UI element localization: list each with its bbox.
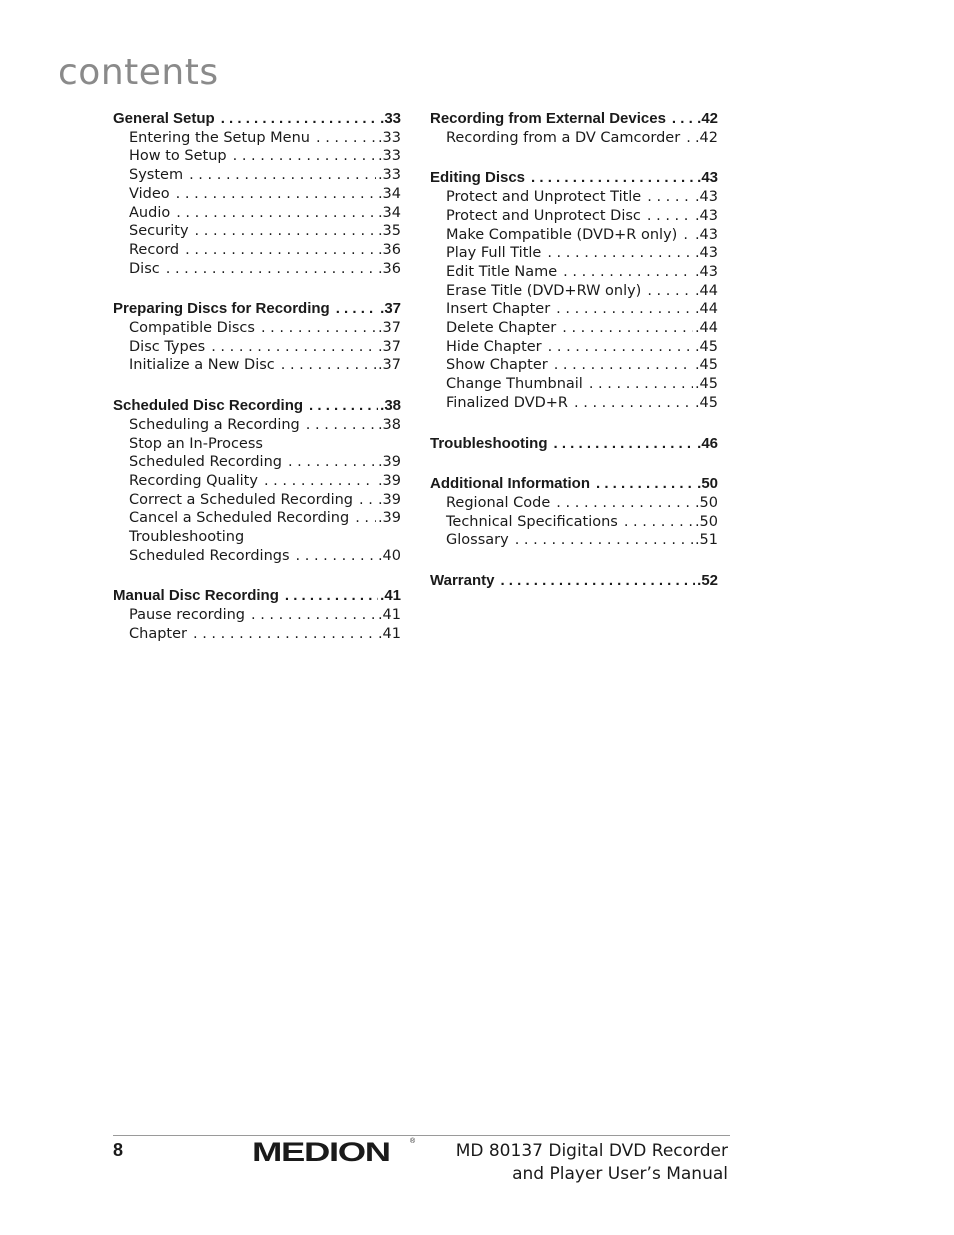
toc-page-number: . 39 — [378, 453, 401, 472]
toc-entry[interactable] — [430, 129, 718, 148]
manual-title — [456, 1140, 728, 1186]
toc-section — [430, 169, 718, 412]
dot-leader — [195, 222, 376, 241]
dot-leader — [316, 129, 376, 148]
toc-page-number: . 44 — [695, 282, 718, 301]
toc-page-number: . 43 — [695, 207, 718, 226]
toc-entry-text: How to Setup — [129, 148, 227, 165]
dot-leader — [554, 356, 693, 375]
toc-page-number: . 43 — [695, 244, 718, 263]
toc-page-number: . 43 — [695, 226, 718, 245]
toc-section — [430, 435, 718, 454]
toc-page-number: . 33 — [378, 166, 401, 185]
toc-entry-text: Regional Code — [446, 494, 551, 511]
toc-entry-text: Insert Chapter — [446, 301, 551, 318]
toc-page-number: . 46 — [697, 435, 718, 454]
toc-page-number: . 44 — [695, 300, 718, 319]
toc-entry[interactable] — [430, 394, 718, 413]
toc-page-number: . 42 — [697, 110, 718, 129]
toc-entry[interactable] — [113, 606, 401, 625]
toc-page-number: . 45 — [695, 375, 718, 394]
dot-leader — [686, 129, 693, 148]
toc-entry[interactable] — [430, 531, 718, 550]
dot-leader — [176, 185, 376, 204]
toc-entry[interactable] — [430, 188, 718, 207]
toc-entry[interactable] — [113, 509, 401, 528]
toc-entry-text: Show Chapter — [446, 357, 548, 374]
toc-entry[interactable] — [430, 319, 718, 338]
toc-entry[interactable] — [430, 263, 718, 282]
toc-page-number: . 37 — [378, 356, 401, 375]
manual-title-line-2: and Player User’s Manual — [512, 1164, 728, 1184]
toc-heading-text: General Setup — [113, 110, 215, 127]
toc-entry[interactable] — [430, 282, 718, 301]
toc-page-number: . 51 — [695, 531, 718, 550]
dot-leader — [288, 453, 376, 472]
toc-heading[interactable] — [113, 300, 401, 319]
dot-leader — [683, 226, 693, 245]
dot-leader — [562, 319, 693, 338]
toc-entry-text: Change Thumbnail — [446, 376, 583, 393]
toc-page-number: . 41 — [378, 606, 401, 625]
toc-heading[interactable] — [430, 572, 718, 591]
toc-entry-text: Security — [129, 223, 189, 240]
dot-leader — [189, 166, 376, 185]
toc-entry[interactable] — [113, 204, 401, 223]
toc-entry-text: Recording Quality — [129, 472, 258, 489]
dot-leader — [672, 110, 695, 129]
dot-leader — [176, 204, 376, 223]
toc-entry-text: Audio — [129, 204, 171, 221]
toc-entry-text: Play Full Title — [446, 245, 542, 262]
toc-entry-text: Edit Title Name — [446, 263, 558, 280]
toc-entry-text: Delete Chapter — [446, 320, 557, 337]
toc-entry[interactable] — [430, 244, 718, 263]
toc-page-number: . 34 — [378, 204, 401, 223]
toc-page-number: . 38 — [380, 397, 401, 416]
toc-entry[interactable] — [113, 147, 401, 166]
dot-leader — [264, 472, 376, 491]
dot-leader — [548, 338, 693, 357]
toc-page-number: . 50 — [695, 513, 718, 532]
toc-entry-text: Entering the Setup Menu — [129, 129, 310, 146]
toc-heading[interactable] — [113, 110, 401, 129]
toc-page-number: . 37 — [380, 300, 401, 319]
toc-heading-text: Preparing Discs for Recording — [113, 300, 330, 318]
toc-entry-text: Disc Types — [129, 338, 206, 355]
dot-leader — [359, 491, 376, 510]
toc-heading[interactable] — [113, 397, 401, 416]
footer-divider — [113, 1135, 730, 1136]
toc-section — [430, 572, 718, 591]
toc-page-number: . 38 — [378, 416, 401, 435]
dot-leader — [596, 475, 695, 494]
toc-right-column — [430, 110, 718, 613]
dot-leader — [589, 375, 693, 394]
toc-entry[interactable] — [113, 356, 401, 375]
toc-page-number: . 35 — [378, 222, 401, 241]
dot-leader — [166, 260, 376, 279]
toc-entry[interactable] — [113, 435, 401, 454]
toc-entry[interactable] — [113, 166, 401, 185]
registered-mark: ® — [410, 1138, 416, 1145]
toc-entry-text: Scheduled Recordings — [129, 547, 290, 564]
toc-entry-text: Recording from a DV Camcorder — [446, 129, 681, 146]
toc-page-number: . 41 — [380, 587, 401, 606]
toc-entry-text: Glossary — [446, 532, 509, 549]
dot-leader — [285, 587, 378, 606]
toc-entry-text: Hide Chapter — [446, 338, 542, 355]
toc-heading[interactable] — [430, 169, 718, 188]
toc-heading-text: Recording from External Devices — [430, 110, 666, 127]
dot-leader — [306, 416, 376, 435]
toc-page-number: . 39 — [378, 491, 401, 510]
toc-entry[interactable] — [430, 375, 718, 394]
toc-entry[interactable] — [430, 338, 718, 357]
toc-page-number: . 34 — [378, 185, 401, 204]
toc-entry-text: Protect and Unprotect Disc — [446, 207, 641, 224]
dot-leader — [211, 338, 376, 357]
toc-entry[interactable] — [113, 338, 401, 357]
toc-heading[interactable] — [430, 435, 718, 454]
dot-leader — [515, 531, 693, 550]
toc-entry-text: Chapter — [129, 625, 187, 642]
dot-leader — [624, 513, 693, 532]
toc-heading-text: Scheduled Disc Recording — [113, 397, 304, 415]
dot-leader — [500, 572, 695, 591]
dot-leader — [556, 300, 693, 319]
toc-entry-text: Erase Title (DVD+RW only) — [446, 282, 642, 299]
toc-section — [113, 397, 401, 565]
dot-leader — [185, 241, 376, 260]
toc-entry[interactable] — [430, 300, 718, 319]
toc-entry[interactable] — [430, 226, 718, 245]
toc-section — [430, 475, 718, 550]
toc-entry-text: Finalized DVD+R — [446, 394, 569, 411]
toc-page-number: . 33 — [378, 129, 401, 148]
toc-left-column — [113, 110, 401, 666]
dot-leader — [193, 625, 376, 644]
toc-heading-text: Warranty — [430, 572, 495, 590]
toc-entry[interactable] — [113, 416, 401, 435]
toc-page-number: . 44 — [695, 319, 718, 338]
toc-entry[interactable] — [113, 185, 401, 204]
toc-entry[interactable] — [430, 207, 718, 226]
toc-entry[interactable] — [113, 625, 401, 644]
toc-entry-text: Troubleshooting — [129, 529, 245, 546]
dot-leader — [233, 147, 376, 166]
toc-page-number: . 43 — [697, 169, 718, 188]
toc-entry[interactable] — [113, 491, 401, 510]
toc-page-number: . 33 — [380, 110, 401, 129]
toc-section — [430, 110, 718, 147]
toc-entry[interactable] — [113, 453, 401, 472]
dot-leader — [261, 319, 376, 338]
page-title: contents — [58, 52, 219, 93]
toc-entry-text: Make Compatible (DVD+R only) — [446, 226, 678, 243]
toc-entry-text: Technical Specifications — [446, 513, 618, 530]
dot-leader — [574, 394, 693, 413]
toc-entry-text: Cancel a Scheduled Recording — [129, 510, 350, 527]
toc-page-number: . 52 — [697, 572, 718, 591]
toc-entry[interactable] — [430, 494, 718, 513]
manual-title-line-1: MD 80137 Digital DVD Recorder — [455, 1141, 728, 1161]
toc-page-number: . 43 — [695, 263, 718, 282]
toc-heading-text: Editing Discs — [430, 169, 526, 187]
toc-page-number: . 39 — [378, 509, 401, 528]
dot-leader — [296, 547, 376, 566]
toc-heading-text: Additional Information — [430, 475, 590, 493]
toc-entry-text: Video — [129, 185, 170, 202]
toc-entry-text: Correct a Scheduled Recording — [129, 491, 353, 508]
toc-section — [113, 110, 401, 278]
toc-page-number: . 42 — [695, 129, 718, 148]
toc-entry[interactable] — [113, 528, 401, 547]
dot-leader — [647, 188, 693, 207]
logo-wordmark: MEDION — [252, 1137, 390, 1167]
toc-page-number: . 45 — [695, 338, 718, 357]
toc-heading-text: Troubleshooting — [430, 434, 548, 452]
toc-entry-text: Compatible Discs — [129, 320, 255, 337]
toc-entry-text: Disc — [129, 260, 160, 277]
toc-entry[interactable] — [430, 513, 718, 532]
toc-heading[interactable] — [430, 475, 718, 494]
toc-page-number: . 37 — [378, 338, 401, 357]
toc-page-number: . 37 — [378, 319, 401, 338]
toc-entry[interactable] — [113, 547, 401, 566]
dot-leader — [336, 300, 378, 319]
toc-entry-text: Scheduled Recording — [129, 454, 282, 471]
dot-leader — [221, 110, 378, 129]
toc-page-number: . 50 — [695, 494, 718, 513]
toc-page-number: . 36 — [378, 241, 401, 260]
toc-page-number: . 45 — [695, 356, 718, 375]
toc-entry-text: System — [129, 167, 184, 184]
dot-leader — [647, 207, 693, 226]
toc-entry[interactable] — [113, 222, 401, 241]
toc-section — [113, 300, 401, 375]
toc-entry[interactable] — [113, 319, 401, 338]
dot-leader — [355, 509, 376, 528]
toc-entry[interactable] — [113, 241, 401, 260]
toc-entry-text: Scheduling a Recording — [129, 416, 300, 433]
toc-page-number: . 36 — [378, 260, 401, 279]
toc-entry[interactable] — [113, 472, 401, 491]
dot-leader — [531, 169, 695, 188]
toc-page-number: . 33 — [378, 147, 401, 166]
toc-page-number: . 50 — [697, 475, 718, 494]
medion-logo — [252, 1137, 416, 1167]
toc-page-number: . 43 — [695, 188, 718, 207]
toc-page-number: . 45 — [695, 394, 718, 413]
dot-leader — [251, 606, 376, 625]
dot-leader — [309, 397, 378, 416]
dot-leader — [281, 356, 376, 375]
toc-entry[interactable] — [430, 356, 718, 375]
toc-entry-text: Pause recording — [129, 607, 245, 624]
toc-heading[interactable] — [113, 587, 401, 606]
toc-entry-text: Protect and Unprotect Title — [446, 189, 642, 206]
toc-page-number: . 41 — [378, 625, 401, 644]
dot-leader — [547, 244, 693, 263]
toc-heading[interactable] — [430, 110, 718, 129]
toc-heading-text: Manual Disc Recording — [113, 587, 279, 605]
dot-leader — [556, 494, 693, 513]
toc-entry-text: Stop an In-Process — [129, 435, 263, 452]
toc-entry[interactable] — [113, 129, 401, 148]
toc-entry-text: Initialize a New Disc — [129, 357, 275, 374]
toc-entry[interactable] — [113, 260, 401, 279]
footer-page-number: 8 — [113, 1140, 124, 1160]
dot-leader — [647, 282, 693, 301]
toc-section — [113, 587, 401, 643]
dot-leader — [554, 435, 696, 454]
dot-leader — [563, 263, 693, 282]
toc-page-number: . 40 — [378, 547, 401, 566]
toc-entry-text: Record — [129, 241, 180, 258]
toc-page-number: . 39 — [378, 472, 401, 491]
